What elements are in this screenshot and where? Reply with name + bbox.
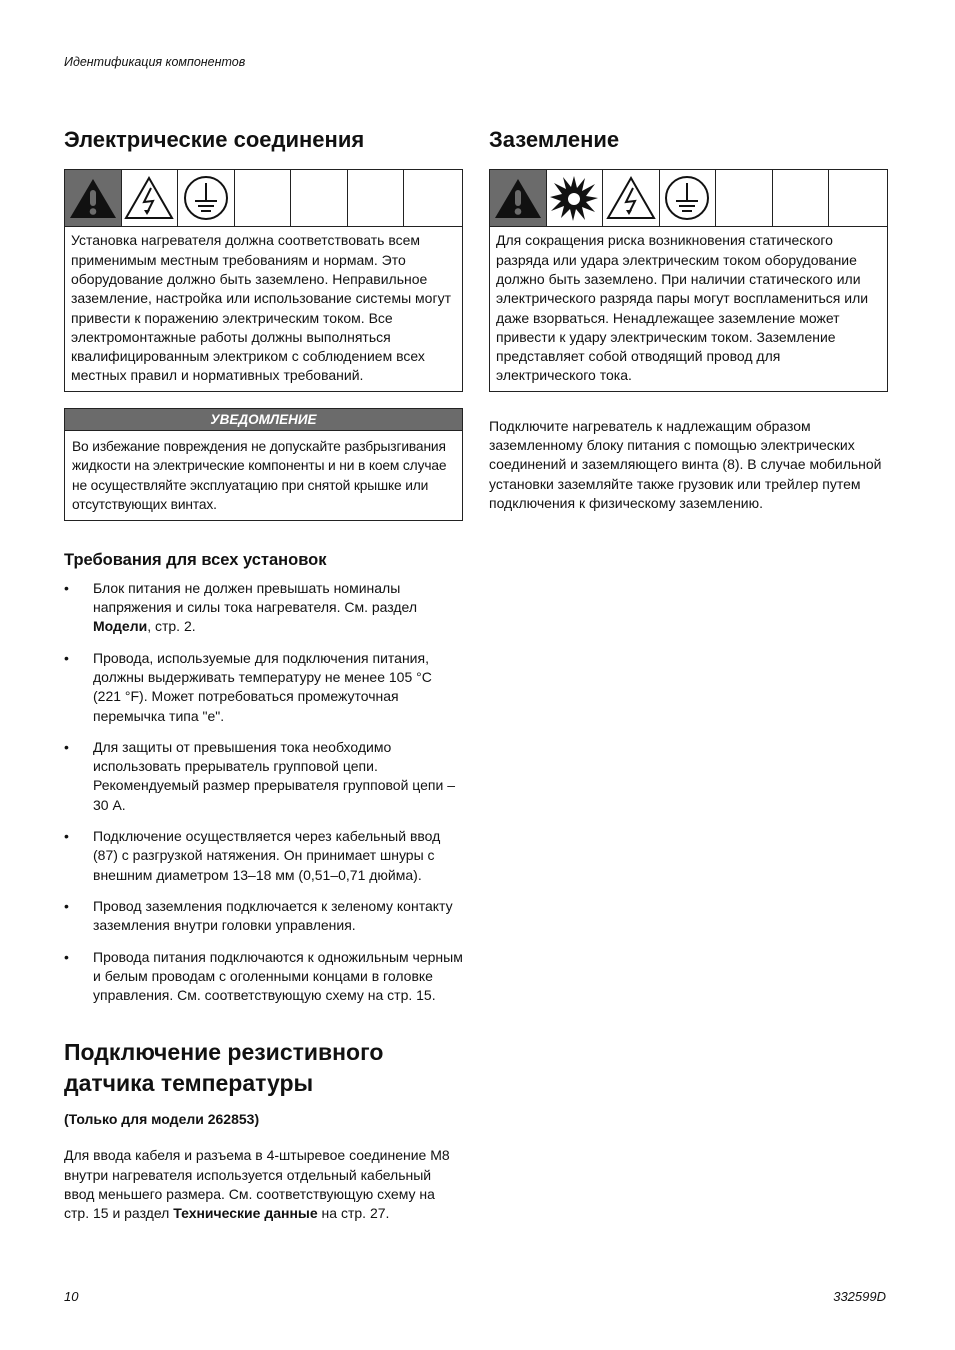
grounding-title: Заземление — [489, 127, 620, 152]
ground-icon — [660, 170, 717, 226]
document-number: 332599D — [833, 1289, 886, 1304]
explosion-icon — [547, 170, 604, 226]
empty-icon-cell — [716, 170, 773, 226]
electrical-title: Электрические соединения — [64, 127, 365, 152]
sensor-subtitle: (Только для модели 262853) — [64, 1111, 260, 1128]
grounding-warning-text: Для сокращения риска возникновения статического разряда или удара электрическим током оборудование должно быть заземлено. При наличии статического или электрического разряда пары могут воспламениться или даже взорваться. Ненадлежащее заземление может привести к удару электрическим током. Заземление представляет собой отводящий провод для электрического тока. — [496, 232, 869, 384]
requirements-list — [64, 579, 463, 1006]
page-number: 10 — [64, 1289, 79, 1304]
empty-icon-cell — [773, 170, 830, 226]
notice-box — [64, 408, 463, 521]
notice-text: Во избежание повреждения не допускайте разбрызгивания жидкости на электрические компоненты и ни в коем случае не осуществляйте эксплуатацию при снятой крышке или отсутствующих винтах. — [72, 438, 447, 513]
warning-icon — [490, 170, 547, 226]
empty-icon-cell — [348, 170, 405, 226]
running-header: Идентификация компонентов — [64, 55, 246, 69]
right-column — [489, 127, 888, 513]
empty-icon-cell — [235, 170, 292, 226]
empty-icon-cell — [291, 170, 348, 226]
list-item: • Для защиты от превышения тока необходимо использовать прерыватель групповой цепи. Рекомендуемый размер прерывателя групповой цепи – 30 А. — [64, 738, 463, 815]
list-item: • Блок питания не должен превышать номиналы напряжения и силы тока нагревателя. См. раздел Модели, стр. 2. — [64, 579, 463, 637]
ground-icon — [178, 170, 235, 226]
empty-icon-cell — [404, 170, 462, 226]
electrical-warning-text: Установка нагревателя должна соответствовать всем применимым местным требованиям и нормам. Это оборудование должно быть заземлено. Неправильное заземление, настройка или использование системы могут привести к поражению электрическим током. Все электромонтажные работы должны выполняться квалифицированным электриком с соблюдением всех местных правил и нормативных требований. — [71, 232, 451, 384]
list-item: • Провода, используемые для подключения питания, должны выдерживать температуру не менее 105 °C (221 °F). Может потребоваться промежуточная перемычка типа "e". — [64, 649, 463, 726]
sensor-paragraph: Для ввода кабеля и разъема в 4-штыревое соединение M8 внутри нагревателя используется отдельный кабельный ввод меньшего размера. См. соответствующую схему на стр. 15 и раздел Технические данные на стр. 27. — [64, 1147, 450, 1222]
list-item: • Подключение осуществляется через кабельный ввод (87) с разгрузкой натяжения. Он принимает шнуры с внешним диаметром 13–18 мм (0,51–0,71 дюйма). — [64, 827, 463, 885]
electric-shock-icon — [603, 170, 660, 226]
empty-icon-cell — [829, 170, 887, 226]
requirements-title: Требования для всех установок — [64, 550, 327, 569]
grounding-icon-row — [490, 170, 887, 227]
grounding-warning-box — [489, 169, 888, 391]
list-item: • Провод заземления подключается к зеленому контакту заземления внутри головки управления. — [64, 897, 463, 936]
grounding-paragraph: Подключите нагреватель к надлежащим образом заземленному блоку питания с помощью электрических соединений и заземляющего винта (8). В случае мобильной установки заземляйте также грузовик или трейлер путем подключения к физическому заземлению. — [489, 417, 882, 511]
electrical-icon-row — [65, 170, 462, 227]
notice-label: УВЕДОМЛЕНИЕ — [65, 409, 462, 431]
sensor-title: Подключение резистивного датчика температуры — [64, 1039, 384, 1097]
left-column — [64, 127, 463, 1224]
warning-icon — [65, 170, 122, 226]
list-item: • Провода питания подключаются к одножильным черным и белым проводам с оголенными концами в головке управления. См. соответствующую схему на стр. 15. — [64, 948, 463, 1006]
electrical-warning-box — [64, 169, 463, 391]
electric-shock-icon — [122, 170, 179, 226]
